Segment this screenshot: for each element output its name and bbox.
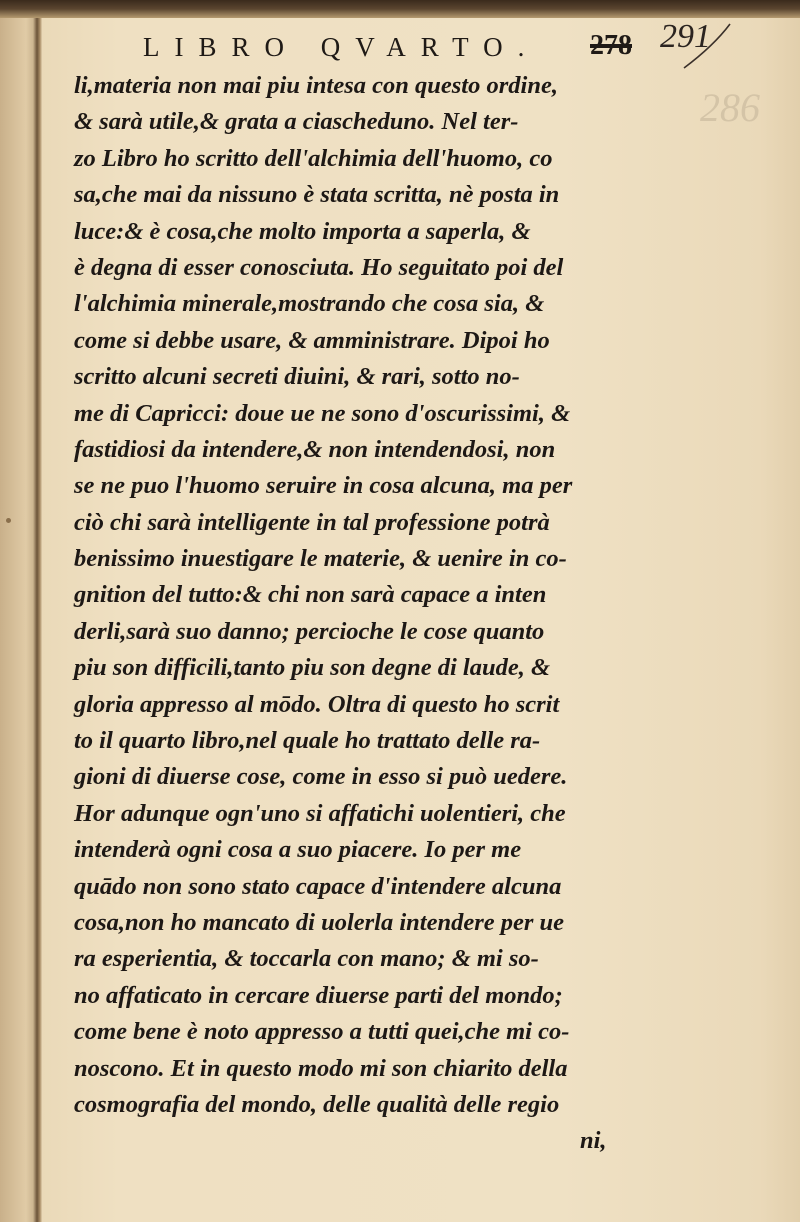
running-header: LIBRO QVARTO.	[143, 32, 540, 62]
text-line: Hor adunque ogn'uno si affatichi uolentieri, che	[74, 799, 566, 827]
text-line: zo Libro ho scritto dell'alchimia dell'huomo, co	[74, 144, 553, 172]
text-line: come si debbe usare, & amministrare. Dipoi ho	[74, 326, 550, 354]
printed-folio-number: 278	[590, 30, 632, 61]
text-line: ra esperientia, & toccarla con mano; & mi so-	[74, 945, 539, 973]
handwritten-folio-number: 291	[660, 18, 711, 55]
margin-spot	[6, 518, 11, 523]
text-line: gnition del tutto:& chi non sarà capace a inten	[74, 581, 547, 609]
text-line: me di Capricci: doue ue ne sono d'oscurissimi, &	[74, 399, 571, 427]
text-line: scritto alcuni secreti diuini, & rari, sotto no-	[74, 363, 520, 391]
text-line: cosmografia del mondo, delle qualità delle regio	[74, 1090, 560, 1118]
text-line: luce:& è cosa,che molto importa a saperla, &	[74, 217, 531, 245]
text-line: fastidiosi da intendere,& non intendendosi, non	[74, 435, 556, 463]
text-line: ciò chi sarà intelligente in tal professione potrà	[74, 508, 550, 536]
text-line: & sarà utile,& grata a ciascheduno. Nel ter-	[74, 108, 519, 136]
text-line: li,materia non mai piu intesa con questo ordine,	[74, 72, 558, 99]
text-line: se ne puo l'huomo seruire in cosa alcuna, ma per	[74, 472, 573, 500]
text-line: derli,sarà suo danno; percioche le cose quanto	[74, 617, 545, 645]
text-line: gioni di diuerse cose, come in esso si può uedere.	[74, 763, 568, 791]
text-line: cosa,non ho mancato di uolerla intendere per ue	[74, 908, 565, 936]
text-line: quādo non sono stato capace d'intendere alcuna	[74, 872, 562, 900]
text-line: sa,che mai da nissuno è stata scritta, nè posta in	[74, 181, 560, 209]
text-line: no affaticato in cercare diuerse parti del mondo;	[74, 981, 563, 1009]
text-line: gloria appresso al mōdo. Oltra di questo ho scrit	[74, 690, 560, 718]
text-line: l'alchimia minerale,mostrando che cosa sia, &	[74, 290, 545, 318]
text-line: è degna di esser conosciuta. Ho seguitato poi del	[74, 253, 564, 281]
binding-gutter	[0, 18, 42, 1222]
text-line: noscono. Et in questo modo mi son chiarito della	[74, 1054, 568, 1082]
text-line: to il quarto libro,nel quale ho trattato delle ra-	[74, 727, 541, 755]
text-line: intenderà ogni cosa a suo piacere. Io per me	[74, 836, 522, 864]
text-line: come bene è noto appresso a tutti quei,che mi co-	[74, 1018, 570, 1046]
pencil-margin-number: 286	[700, 85, 760, 130]
page-top-edge	[0, 0, 800, 18]
text-line: piu son difficili,tanto piu son degne di laude, &	[74, 654, 551, 682]
text-line: benissimo inuestigare le materie, & uenire in co-	[74, 545, 567, 573]
body-text	[74, 68, 664, 1160]
catchword: ni,	[580, 1127, 607, 1155]
pen-flourish-icon	[678, 22, 738, 72]
